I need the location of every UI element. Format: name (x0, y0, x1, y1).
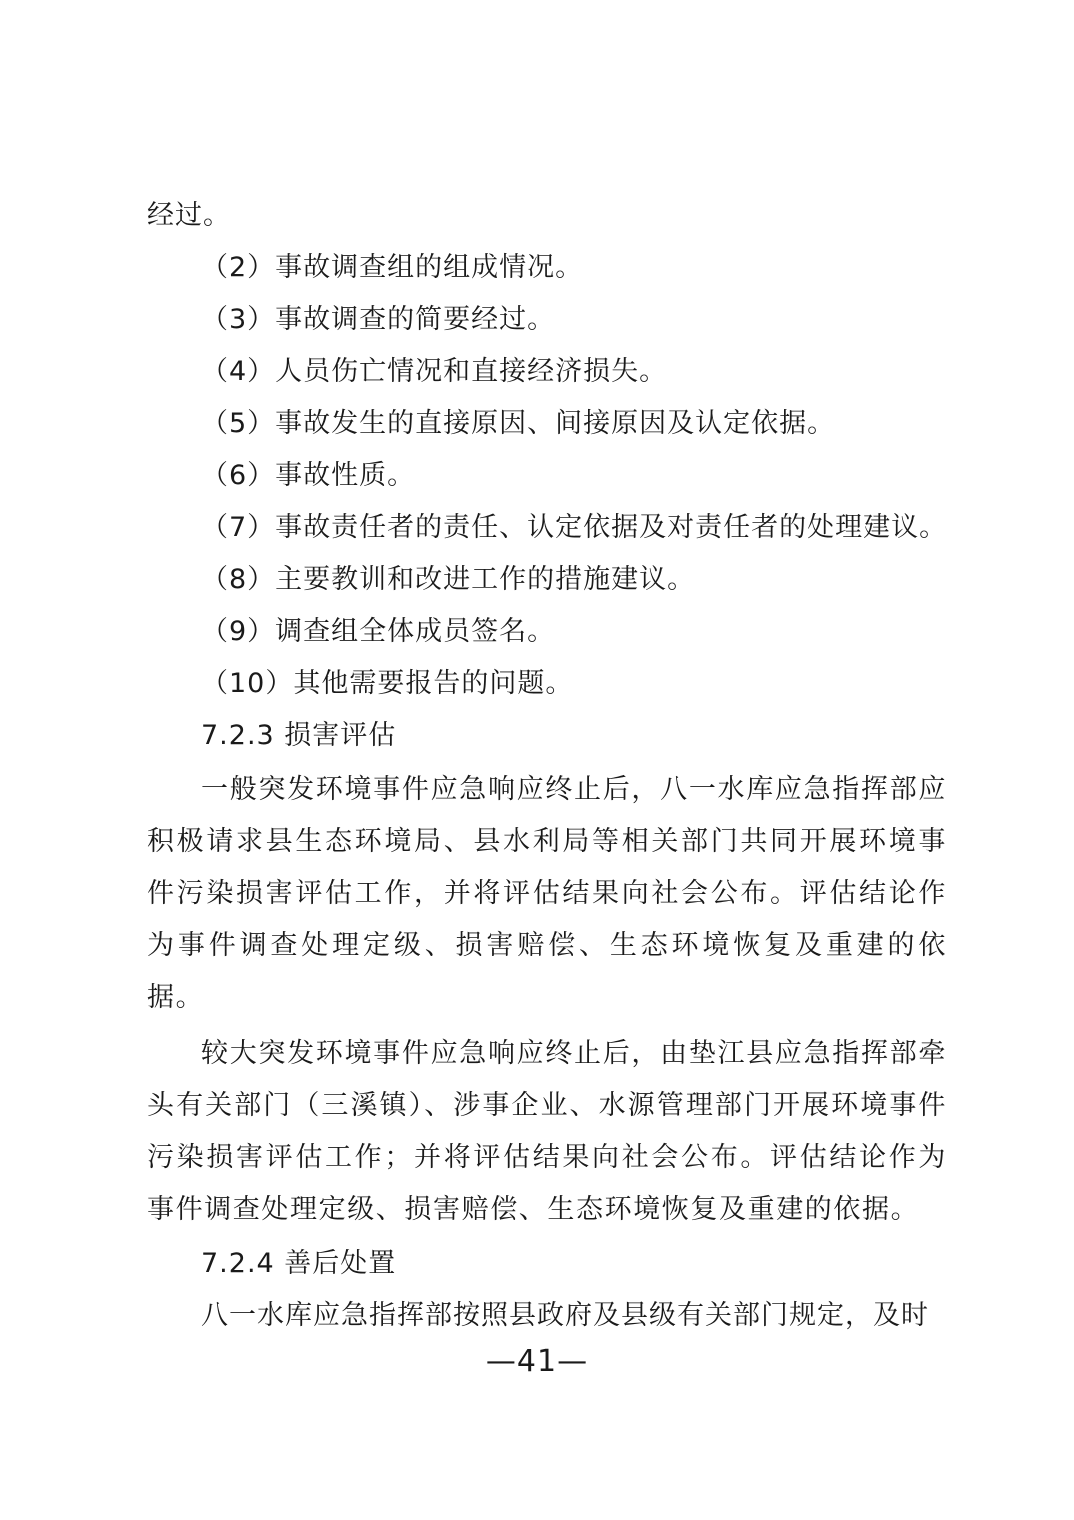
list-item: （3）事故调查的简要经过。 (201, 304, 556, 335)
page-number: —41— (485, 1344, 589, 1379)
list-item: （5）事故发生的直接原因、间接原因及认定依据。 (201, 408, 836, 439)
list-item: （8）主要教训和改进工作的措施建议。 (201, 564, 696, 595)
paragraph-aftermath: 八一水库应急指挥部按照县政府及县级有关部门规定，及时 (201, 1300, 929, 1331)
list-item: （4）人员伤亡情况和直接经济损失。 (201, 356, 668, 387)
report-items-list (147, 242, 947, 710)
section-heading-damage-assessment: 7.2.3 损害评估 (201, 720, 397, 751)
list-item: （10）其他需要报告的问题。 (201, 668, 574, 699)
page-body (147, 190, 947, 1342)
section-heading-aftermath: 7.2.4 善后处置 (201, 1248, 397, 1279)
list-item: （9）调查组全体成员签名。 (201, 616, 556, 647)
paragraph-general-incident: 一般突发环境事件应急响应终止后，八一水库应急指挥部应积极请求县生态环境局、县水利局等相关部门共同开展环境事件污染损害评估工作，并将评估结果向社会公布。评估结论作为事件调查处理定级、损害赔偿、生态环境恢复及重建的依据。 (147, 774, 947, 1013)
paragraph-major-incident: 较大突发环境事件应急响应终止后，由垫江县应急指挥部牵头有关部门（三溪镇）、涉事企业、水源管理部门开展环境事件污染损害评估工作；并将评估结果向社会公布。评估结论作为事件调查处理定级、损害赔偿、生态环境恢复及重建的依据。 (147, 1038, 947, 1225)
list-item: （6）事故性质。 (201, 460, 416, 491)
list-item: （7）事故责任者的责任、认定依据及对责任者的处理建议。 (201, 512, 948, 543)
continuation-text: 经过。 (147, 200, 231, 231)
list-item: （2）事故调查组的组成情况。 (201, 252, 584, 283)
